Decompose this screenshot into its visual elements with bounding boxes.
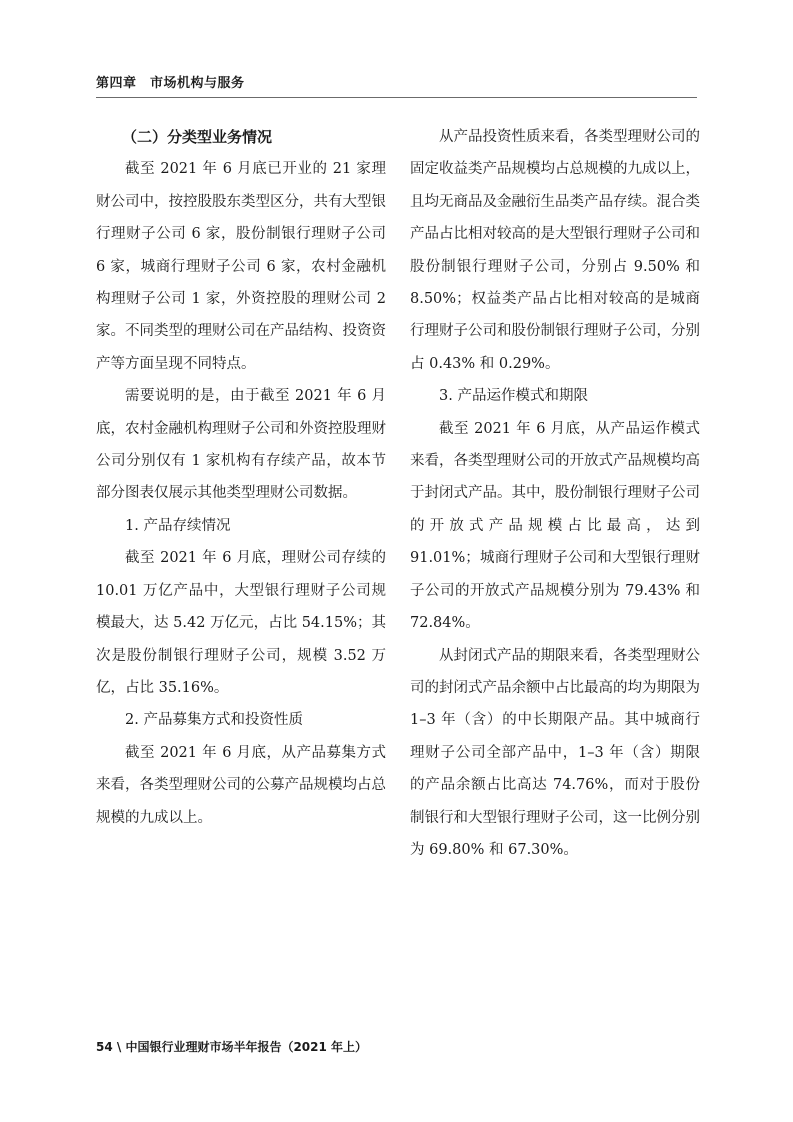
paragraph: 需要说明的是，由于截至 2021 年 6 月底，农村金融机构理财子公司和外资控股理财公司分别仅有 1 家机构有存续产品，故本节部分图表仅展示其他类型理财公司数据。: [96, 388, 386, 502]
paragraph: 从产品投资性质来看，各类型理财公司的固定收益类产品规模均占总规模的九成以上，且均无商品及金融衍生品类产品存续。混合类产品占比相对较高的是大型银行理财子公司和股份制银行理财子公司，分别占 9.50% 和 8.50%；权益类产品占比相对较高的是城商行理财子公司和股份制银行理财子公司，分别占 0.43% 和 0.29%。: [410, 129, 700, 372]
left-column: [96, 121, 386, 834]
header-rule: [96, 97, 697, 98]
section-title: （二）分类型业务情况: [122, 128, 273, 146]
page-footer: 54 \ 中国银行业理财市场半年报告（2021 年上）: [96, 1040, 368, 1054]
paragraph: 截至 2021 年 6 月底已开业的 21 家理财公司中，按控股股东类型区分，共有大型银行理财子公司 6 家，股份制银行理财子公司 6 家，城商行理财子公司 6 家，农村金融机构理财子公司 1 家，外资控股的理财公司 2 家。不同类型的理财公司在产品结构、投资资产等方面呈现不同特点。: [96, 161, 386, 372]
paragraph: 截至 2021 年 6 月底，从产品募集方式来看，各类型理财公司的公募产品规模均占总规模的九成以上。: [96, 744, 386, 826]
right-column: [410, 121, 700, 866]
running-header: 第四章 市场机构与服务: [96, 76, 245, 91]
paragraph: 从封闭式产品的期限来看，各类型理财公司的封闭式产品余额中占比最高的均为期限为 1–3 年（含）的中长期限产品。其中城商行理财子公司全部产品中，1–3 年（含）期限的产品余额占比高达 74.76%，而对于股份制银行和大型银行理财子公司，这一比例分别为 69.80% 和 67.30%。: [410, 647, 700, 858]
paragraph: 截至 2021 年 6 月底，理财公司存续的 10.01 万亿产品中，大型银行理财子公司规模最大，达 5.42 万亿元，占比 54.15%；其次是股份制银行理财子公司，规模 3.52 万亿，占比 35.16%。: [96, 550, 386, 696]
sub-heading: 1. 产品存续情况: [125, 517, 231, 534]
sub-heading: 2. 产品募集方式和投资性质: [125, 712, 303, 729]
paragraph: 截至 2021 年 6 月底，从产品运作模式来看，各类型理财公司的开放式产品规模均高于封闭式产品。其中，股份制银行理财子公司的开放式产品规模占比最高，达到 91.01%；城商行理财子公司和大型银行理财子公司的开放式产品规模分别为 79.43% 和 72.84%。: [410, 420, 700, 632]
sub-heading: 3. 产品运作模式和期限: [439, 388, 588, 405]
